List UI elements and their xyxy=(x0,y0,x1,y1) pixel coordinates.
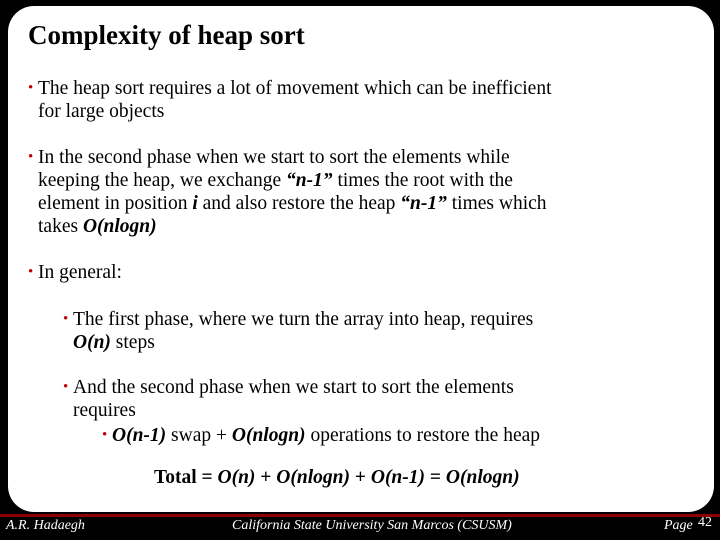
bullet-2-line-3 xyxy=(38,192,547,215)
bullet-marker: • xyxy=(63,311,69,327)
sub-bullet-2-line-2: requires xyxy=(73,400,136,421)
sub-bullet-2 xyxy=(63,376,514,422)
bullet-1-line-2: for large objects xyxy=(38,101,165,122)
bullet-1-line-1: The heap sort requires a lot of movement which can be inefficient xyxy=(38,78,552,99)
footer xyxy=(0,514,720,540)
complexity-term: O(nlogn) xyxy=(445,467,520,488)
complexity-term: O(nlogn) xyxy=(231,425,306,446)
bullet-2-line-2 xyxy=(38,169,547,192)
footer-author: A.R. Hadaegh xyxy=(6,518,85,533)
bullet-marker: • xyxy=(28,264,34,280)
bullet-1 xyxy=(28,77,552,123)
sub-sub-bullet-line xyxy=(112,424,540,447)
complexity-term: O(n-1) xyxy=(370,467,426,488)
slide-title: Complexity of heap sort xyxy=(28,20,305,50)
operator: + xyxy=(255,467,277,488)
operator: + xyxy=(349,467,371,488)
text-run: element in position xyxy=(38,193,193,214)
text-run: times the root with the xyxy=(332,170,513,191)
text-run: keeping the heap, we exchange xyxy=(38,170,286,191)
emphasis-n-minus-1: “n-1” xyxy=(285,170,333,191)
complexity-term: O(nlogn) xyxy=(82,216,157,237)
footer-page-number: 42 xyxy=(698,515,712,530)
footer-page-label: Page xyxy=(664,518,693,533)
emphasis-n-minus-1: “n-1” xyxy=(400,193,447,214)
total-formula xyxy=(154,467,520,489)
sub-sub-bullet xyxy=(102,424,541,447)
footer-divider xyxy=(0,514,720,517)
sub-bullet-1 xyxy=(63,308,534,354)
bullet-3-text: In general: xyxy=(38,262,122,283)
complexity-term: O(n-1) xyxy=(112,425,167,446)
bullet-marker: • xyxy=(28,149,34,165)
bullet-2-line-4 xyxy=(38,215,547,238)
complexity-term: O(n) xyxy=(73,332,111,353)
text-run: and also restore the heap xyxy=(197,193,401,214)
bullet-marker: • xyxy=(28,80,34,96)
operator: = xyxy=(425,467,446,488)
text-run: times which xyxy=(446,193,547,214)
complexity-term: O(nlogn) xyxy=(276,467,350,488)
bullet-marker: • xyxy=(102,427,108,443)
bullet-3 xyxy=(28,261,122,284)
bullet-2-line-1: In the second phase when we start to sort the elements while xyxy=(38,147,510,168)
footer-institution: California State University San Marcos (CSUSM) xyxy=(232,518,512,533)
sub-bullet-1-line-2 xyxy=(73,331,533,354)
total-label: Total = xyxy=(154,467,218,488)
text-run: takes xyxy=(38,216,83,237)
text-run: operations to restore the heap xyxy=(305,425,541,446)
text-run: swap + xyxy=(166,425,232,446)
emphasis-i: i xyxy=(192,193,198,214)
sub-bullet-2-line-1: And the second phase when we start to sort the elements xyxy=(73,377,514,398)
bullet-2 xyxy=(28,146,547,238)
complexity-term: O(n) xyxy=(217,467,256,488)
sub-bullet-1-line-1: The first phase, where we turn the array into heap, requires xyxy=(73,309,534,330)
bullet-marker: • xyxy=(63,379,69,395)
text-run: steps xyxy=(110,332,155,353)
